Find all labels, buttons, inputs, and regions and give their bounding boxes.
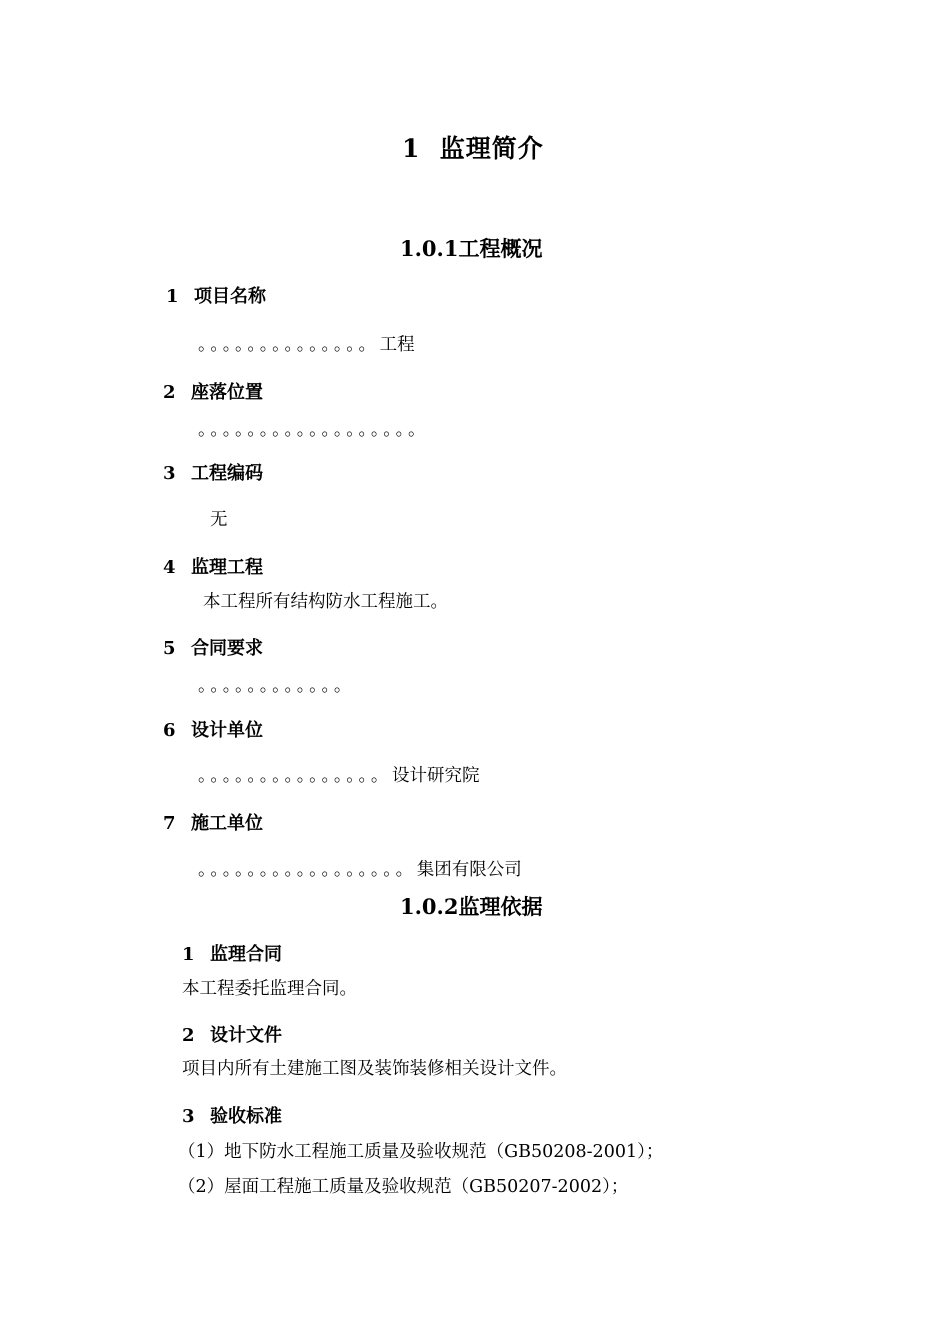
- item-number: 7: [163, 813, 176, 834]
- section-title-overview: 1.0.1工程概况: [400, 236, 543, 261]
- item-heading-location: [163, 384, 263, 402]
- item-label: 座落位置: [191, 382, 263, 403]
- item-label: 设计单位: [191, 720, 263, 741]
- redacted-placeholder: 。。。。。。。。。。。。。。。。。。: [198, 420, 430, 440]
- redacted-placeholder: 。。。。。。。。。。。。。。。: [198, 766, 392, 786]
- item-label: 项目名称: [194, 286, 266, 307]
- item-number: 2: [182, 1025, 195, 1046]
- chapter-title: 1 监理简介: [402, 134, 544, 163]
- section-title-basis: 1.0.2监理依据: [400, 894, 543, 919]
- item-number: 1: [182, 944, 195, 965]
- item-heading-project-name: [166, 288, 266, 306]
- item-value-supervised-work: 本工程所有结构防水工程施工。: [203, 592, 448, 612]
- item-number: 3: [182, 1106, 195, 1127]
- item-text-design-docs: 项目内所有土建施工图及装饰装修相关设计文件。: [182, 1059, 567, 1079]
- item-label: 验收标准: [210, 1106, 282, 1127]
- item-value-text: 设计研究院: [392, 766, 480, 786]
- item-label: 监理合同: [210, 944, 282, 965]
- item-heading-supervised-work: [163, 559, 263, 577]
- item-label: 工程编码: [191, 463, 263, 484]
- item-heading-construction-unit: [163, 815, 263, 833]
- redacted-placeholder: 。。。。。。。。。。。。。。: [198, 335, 380, 355]
- item-number: 1: [166, 286, 179, 307]
- item-value-construction-unit: [198, 862, 522, 880]
- item-heading-contract: [182, 946, 282, 964]
- standard-line-1: （1）地下防水工程施工质量及验收规范（GB50208-2001）；: [178, 1142, 664, 1162]
- item-value-project-code: 无: [210, 510, 228, 530]
- item-value-location: [198, 422, 429, 440]
- item-heading-acceptance-standards: [182, 1108, 282, 1126]
- item-text-contract: 本工程委托监理合同。: [182, 979, 357, 999]
- item-label: 施工单位: [191, 813, 263, 834]
- redacted-placeholder: 。。。。。。。。。。。。。。。。。: [198, 860, 417, 880]
- item-label: 设计文件: [210, 1025, 282, 1046]
- item-label: 监理工程: [191, 557, 263, 578]
- item-heading-project-code: [163, 465, 263, 483]
- item-number: 4: [163, 557, 176, 578]
- item-number: 2: [163, 382, 176, 403]
- item-heading-design-docs: [182, 1027, 282, 1045]
- item-value-text: 集团有限公司: [416, 860, 522, 880]
- item-value-contract-requirements: [198, 678, 355, 696]
- item-label: 合同要求: [191, 638, 263, 659]
- item-value-project-name: [198, 337, 415, 355]
- item-number: 5: [163, 638, 176, 659]
- item-number: 3: [163, 463, 176, 484]
- item-value-text: 工程: [379, 335, 415, 355]
- item-number: 6: [163, 720, 176, 741]
- redacted-placeholder: 。。。。。。。。。。。。: [198, 676, 355, 696]
- item-heading-design-unit: [163, 722, 263, 740]
- item-value-design-unit: [198, 768, 480, 786]
- standard-line-2: （2）屋面工程施工质量及验收规范（GB50207-2002）；: [178, 1177, 629, 1197]
- item-heading-contract-requirements: [163, 640, 263, 658]
